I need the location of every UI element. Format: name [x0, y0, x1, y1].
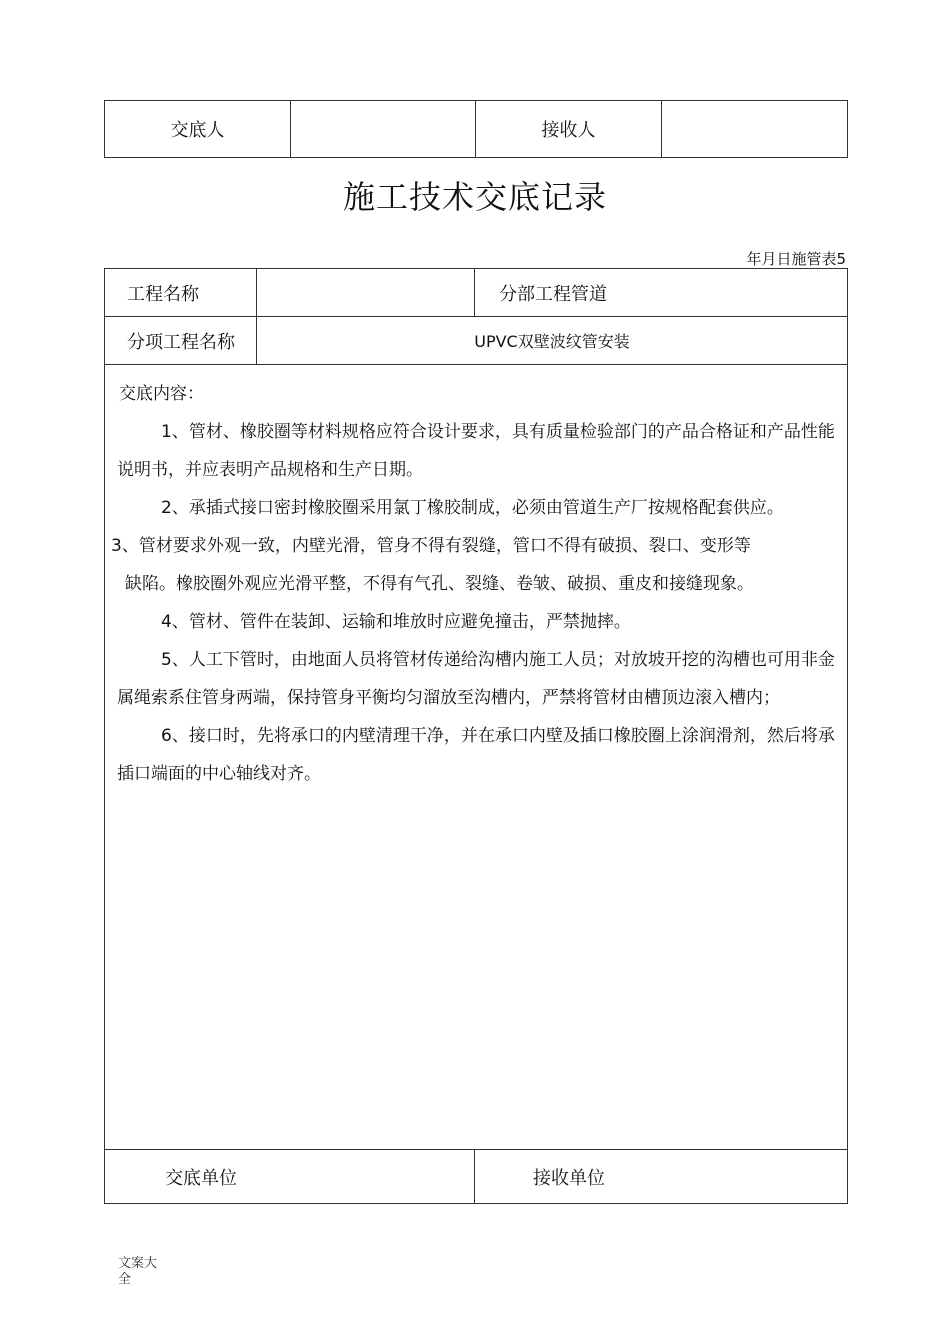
- disclosure-content-cell: [105, 365, 848, 1150]
- signature-header-table: [104, 100, 848, 158]
- content-item-3-continued: 缺陷。橡胶圈外观应光滑平整，不得有气孔、裂缝、卷皱、破损、重皮和接缝现象。: [125, 574, 754, 594]
- receiver-person-label: 接收人: [476, 101, 662, 158]
- content-item-4: 4、管材、管件在装卸、运输和堆放时应避免撞击，严禁抛摔。: [161, 612, 631, 632]
- project-name-field[interactable]: [257, 269, 475, 317]
- handover-person-field[interactable]: [291, 101, 476, 158]
- subitem-name-value: UPVC双壁波纹管安装: [257, 317, 848, 365]
- disclosure-record-table: [104, 268, 848, 1204]
- disclosure-content: [111, 375, 843, 793]
- content-heading: 交底内容：: [119, 384, 204, 404]
- content-item-3: 3、管材要求外观一致，内壁光滑，管身不得有裂缝，管口不得有破损、裂口、变形等: [111, 536, 751, 556]
- division-project-label: 分部工程管道: [475, 269, 848, 317]
- content-item-1: 1、管材、橡胶圈等材料规格应符合设计要求，具有质量检验部门的产品合格证和产品性能说明书，并应表明产品规格和生产日期。: [117, 422, 835, 480]
- receiver-unit-label: 接收单位: [475, 1150, 848, 1204]
- content-item-5: 5、人工下管时，由地面人员将管材传递给沟槽内施工人员；对放坡开挖的沟槽也可用非金属绳索系住管身两端，保持管身平衡均匀溜放至沟槽内，严禁将管材由槽顶边滚入槽内；: [117, 650, 835, 708]
- handover-unit-label: 交底单位: [105, 1150, 475, 1204]
- form-number: 年月日施管表5: [746, 250, 846, 268]
- receiver-person-field[interactable]: [662, 101, 848, 158]
- handover-person-label: 交底人: [105, 101, 291, 158]
- document-title: 施工技术交底记录: [342, 178, 607, 216]
- content-item-6: 6、接口时，先将承口的内壁清理干净，并在承口内壁及插口橡胶圈上涂润滑剂，然后将承插口端面的中心轴线对齐。: [117, 726, 835, 784]
- footer-text: 文案大全: [118, 1256, 158, 1287]
- content-item-2: 2、承插式接口密封橡胶圈采用氯丁橡胶制成，必须由管道生产厂按规格配套供应。: [161, 498, 784, 518]
- subitem-name-label: 分项工程名称: [105, 317, 257, 365]
- project-name-label: 工程名称: [105, 269, 257, 317]
